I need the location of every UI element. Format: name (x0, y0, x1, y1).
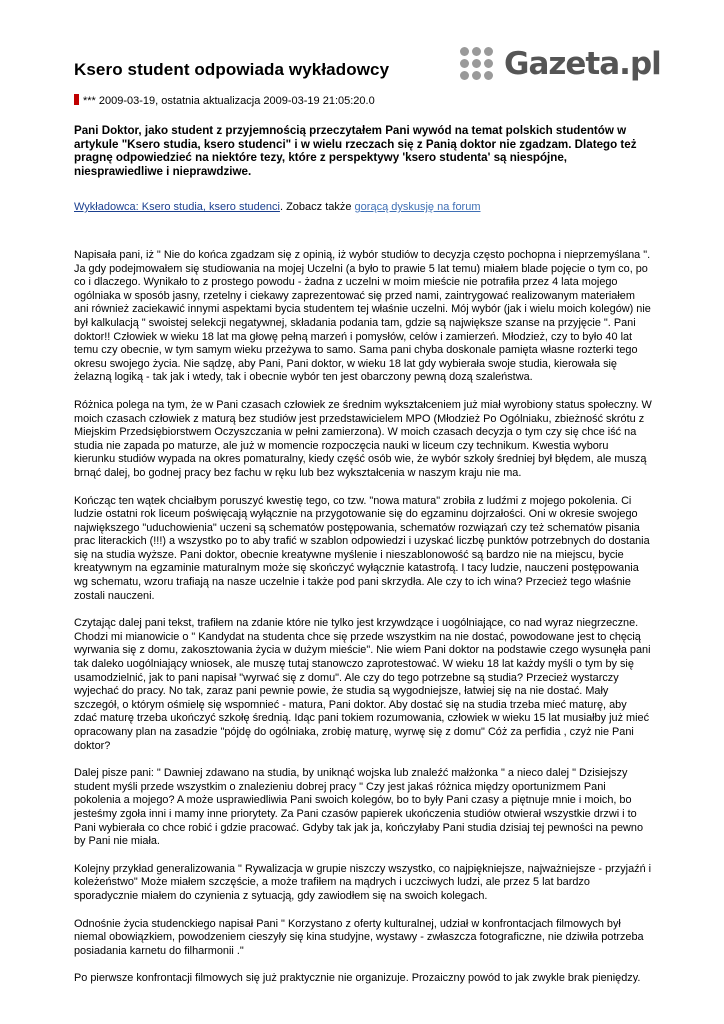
article-meta (74, 94, 375, 108)
article-body (74, 249, 652, 1000)
related-middle-text: . Zobacz także (279, 201, 355, 213)
related-links (74, 200, 481, 214)
logo-text: Gazeta.pl (504, 46, 661, 82)
paragraph-6: Kolejny przykład generalizowania " Rywalizacja w grupie niszczy wszystko, co najpiękniejsze, najważniejsze - przyjaźń i koleżeństwo" Może miałem szczęście, a może trafiłem na mądrych i uczciwych ludzi, ale przez 5 lat bardzo sporadycznie miałem do czynienia z sytuacją, gdy zawiodłem się na swoich kolegach. (74, 862, 652, 902)
forum-discussion-link[interactable]: gorącą dyskusję na forum (354, 201, 481, 213)
article-lead: Pani Doktor, jako student z przyjemnością przeczytałem Pani wywód na temat polskich studentów w artykule "Ksero studia, ksero studenci" i w wielu rzeczach się z Panią doktor nie zgadzam. Dlatego też pragnę odpowiedzieć na niektóre tezy, które z perspektywy 'ksero studenta' są niespójne, niesprawiedliwe i nieprawdziwe. (74, 124, 637, 178)
paragraph-1: Napisała pani, iż " Nie do końca zgadzam się z opinią, iż wybór studiów to decyzja często pochopna i nieprzemyślana ". Ja gdy podejmowałem się studiowania na mojej Uczelni (a było to prawie 5 lat temu) miałem blade pojęcie o tym co, po co i dlaczego. Wynikało to z prostego powodu - żadna z uczelni w moim mieście nie potrafiła przez 4 lata mojego ogólniaka w sposób jasny, rzetelny i ciekawy zaprezentować się przed nami, zaintrygować realizowanym materiałem ani również zaciekawić innymi aspektami bycia studentem tej właśnie uczelni. Mój wybór (jak i wielu moich kolegów) nie był kalkulacją " swoistej selekcji negatywnej, składania podania tam, gdzie są największe szanse na przyjęcie ". Pani doktor!! Człowiek w wieku 18 lat ma głowę pełną marzeń i pomysłów, celów i zamierzeń. Młodzież, czy to było 40 lat temu czy obecnie, w tym samym wieku przeżywa to samo. Sama pani chyba doskonale pamięta własne rozterki tego okresu swojego życia. Nie sądzę, aby Pani, Pani doktor, w wieku 18 lat gdy wybierała swoje studia, kierowała się żelazną logiką - tak jak i wtedy, tak i obecnie wybór ten jest obarczony pewną dozą szaleństwa. (74, 249, 651, 384)
article-date: *** 2009-03-19, ostatnia aktualizacja 2009-03-19 21:05:20.0 (83, 95, 375, 107)
paragraph-8: Po pierwsze konfrontacji filmowych się już praktycznie nie organizuje. Prozaiczny powód to jak zwykle brak pieniędzy. (74, 972, 641, 985)
paragraph-2: Różnica polega na tym, że w Pani czasach człowiek ze średnim wykształceniem już miał wyrobiony status społeczny. W moich czasach człowiek z maturą bez studiów jest przedstawicielem MPO (Młodzież Po Ogólniaku, zbieżność skrótu z Miejskim Przedsiębiorstwem Oczyszczania w pełni zamierzona). W moich czasach decyzja o tym czy się chce iść na studia nie zapada po maturze, ale już w momencie rozpoczęcia nauki w liceum czy technikum. Kwestia wyboru kierunku studiów wypada na okres pomaturalny, kiedy część osób wie, że wybór szkoły średniej był błędem, ale muszą brnąć dalej, bo godnej pracy bez fachu w ręku lub bez wykształcenia w naszym kraju nie ma. (74, 398, 652, 479)
paragraph-5: Dalej pisze pani: " Dawniej zdawano na studia, by uniknąć wojska lub znaleźć małżonka " a nieco dalej " Dzisiejszy student myśli przede wszystkim o znalezieniu dobrej pracy " Czy jest jakaś różnica między oportunizmem Pani pokolenia a mojego? A może usprawiedliwia Pani swoich kolegów, bo to były Pani czasy a piętnuje mnie i moich, bo jesteśmy zgoła inni i mamy inne priorytety. Za Pani czasów papierek ukończenia studiów otwierał wszystkie drzwi i to Pani wybierała co chce robić i gdzie pracować. Gdyby tak jak ja, kończyłaby Pani studia dzisiaj tej pewności na pewno by Pani nie miała. (74, 767, 644, 848)
paragraph-7: Odnośnie życia studenckiego napisał Pani " Korzystano z oferty kulturalnej, udział w konfrontacjach filmowych był niemal obowiązkiem, powodzeniem cieszyły się kina studyjne, wystawy - zwłaszcza fotograficzne, nie dziwiła potrzeba posiadania karnetu do filharmonii ." (74, 917, 644, 957)
gazeta-logo[interactable] (460, 44, 661, 86)
article-title: Ksero student odpowiada wykładowcy (74, 60, 390, 79)
paragraph-4: Czytając dalej pani tekst, trafiłem na zdanie które nie tylko jest krzywdzące i uogólniające, co nad wyraz niegrzeczne. Chodzi mi mianowicie o " Kandydat na studenta chce się przede wszystkim na nie dostać, powodowane jest to chęcią wyrwania się z domu, zakosztowania życia w dużym mieście". Nie wiem Pani doktor na podstawie czego wysunęła pani tak daleko uogólniający wniosek, ale muszę tutaj stanowczo zaprotestować. W wieku 18 lat każdy myśli o tym by się usamodzielnić, jak to pani napisał "wyrwać się z domu". Ale czy do tego potrzebne są studia? Przecież wystarczy wyjechać do pracy. No tak, zaraz pani pewnie powie, że studia są wygodniejsze, łatwiej się na nie dostać. Mały szczegół, o którym ośmielę się wspomnieć - matura, Pani doktor. Aby dostać się na studia trzeba mieć maturę, aby zdać maturę trzeba ukończyć szkołę średnią. Idąc pani tokiem rozumowania, człowiek w wieku 15 lat musiałby już mieć opracowany plan na zasadzie "pójdę do ogólniaka, zrobię maturę, wyrwę się z domu" Cóż za perfidia , czyż nie Pani doktor? (74, 617, 651, 752)
paragraph-3: Kończąc ten wątek chciałbym poruszyć kwestię tego, co tzw. "nowa matura" zrobiła z ludźmi z mojego pokolenia. Ci ludzie ostatni rok liceum poświęcają wyłącznie na przygotowanie się do egzaminu dojrzałości. Oni w okresie swojego największego "uduchowienia" uczeni są schematów postępowania, schematów rozwiązań czy też schematów pisania prac literackich (!!!) a wszystko po to aby trafić w szablon odpowiedzi i uzyskać liczbę punktów potrzebnych do dostania się na studia wyższe. Pani doktor, obecnie kreatywne myślenie i nieszablonowość są bardzo nie na miejscu, bycie kreatywnym na egzaminie maturalnym może się skończyć wyłącznie katastrofą. I tacy ludzie, nauczeni postępowania wg schematu, wzoru trafiają na nasze uczelnie i także pod pani skrzydła. Ale czy to ich wina? Przecież tego właśnie zostali nauczeni. (74, 494, 650, 602)
red-marker-icon (74, 94, 79, 105)
related-article-link[interactable]: Wykładowca: Ksero studia, ksero studenci (74, 201, 280, 213)
logo-dots-icon (460, 47, 500, 83)
